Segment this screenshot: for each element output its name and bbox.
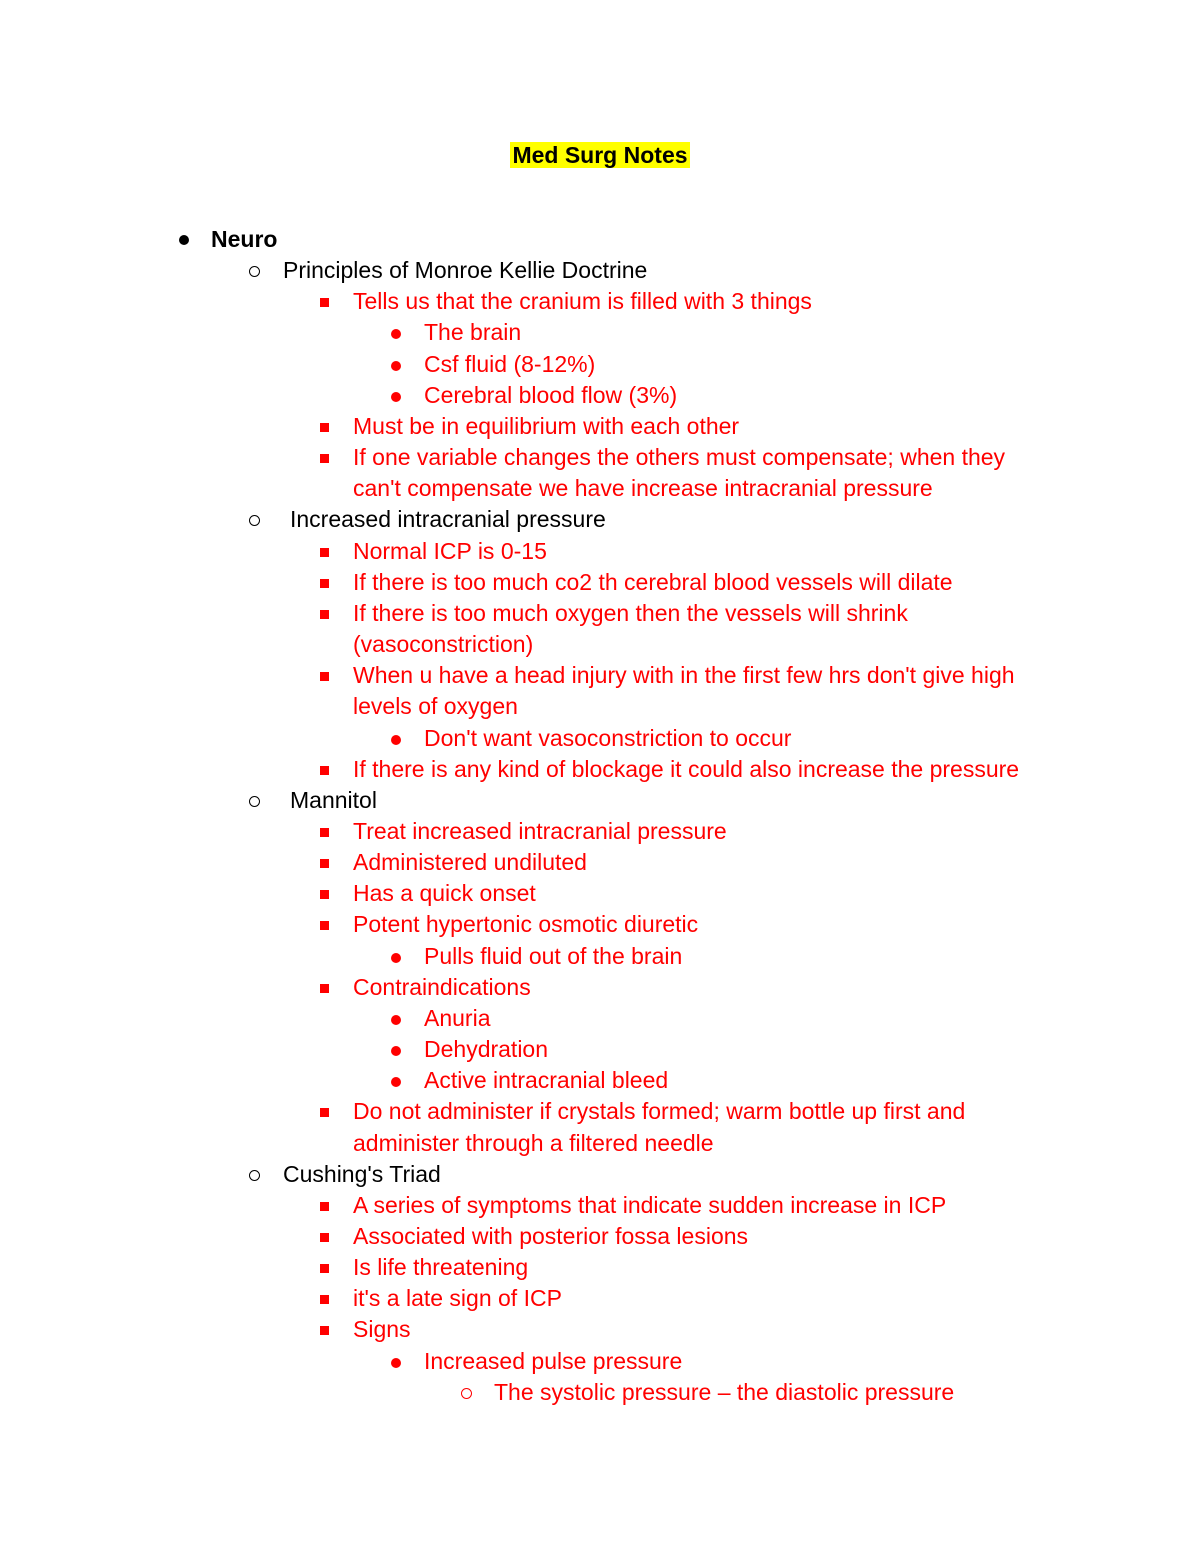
filled-circle-bullet-icon xyxy=(391,361,401,371)
list-item-text: Has a quick onset xyxy=(353,880,536,907)
list-item-text: Is life threatening xyxy=(353,1254,529,1281)
square-bullet-icon xyxy=(320,1202,329,1211)
list-item-continuation xyxy=(0,1128,1200,1159)
list-item xyxy=(0,1221,1200,1252)
list-item-text: Contraindications xyxy=(353,973,531,1000)
list-item-text: Principles of Monroe Kellie Doctrine xyxy=(283,257,648,284)
list-item xyxy=(0,754,1200,785)
square-bullet-icon xyxy=(320,298,329,307)
list-item xyxy=(0,723,1200,754)
hollow-circle-bullet-icon xyxy=(249,796,260,807)
filled-circle-bullet-icon xyxy=(391,392,401,402)
list-item-text: Signs xyxy=(353,1316,411,1343)
list-item xyxy=(0,411,1200,442)
list-item xyxy=(0,847,1200,878)
title-text: Med Surg Notes xyxy=(512,142,688,168)
square-bullet-icon xyxy=(320,423,329,432)
square-bullet-icon xyxy=(320,579,329,588)
list-item-text: Tells us that the cranium is filled with 3 things xyxy=(353,288,812,315)
list-item xyxy=(0,1003,1200,1034)
list-item-text: Cerebral blood flow (3%) xyxy=(424,381,678,408)
list-item-text: The brain xyxy=(424,319,522,346)
list-item-text: Treat increased intracranial pressure xyxy=(353,817,727,844)
list-item-text: Normal ICP is 0-15 xyxy=(353,537,547,564)
list-item xyxy=(0,1283,1200,1314)
list-item xyxy=(0,785,1200,816)
list-item xyxy=(0,1159,1200,1190)
list-item-text: If there is too much co2 th cerebral blood vessels will dilate xyxy=(353,568,953,595)
list-item xyxy=(0,1314,1200,1345)
list-item-text: Must be in equilibrium with each other xyxy=(353,412,740,439)
list-item-text: If there is too much oxygen then the vessels will shrink xyxy=(353,599,908,626)
filled-circle-bullet-icon xyxy=(391,1077,401,1087)
filled-circle-bullet-icon xyxy=(391,329,401,339)
hollow-circle-bullet-icon xyxy=(249,515,260,526)
list-item-text: When u have a head injury with in the first few hrs don't give high xyxy=(353,662,1015,689)
list-item xyxy=(0,286,1200,317)
list-item xyxy=(0,255,1200,286)
square-bullet-icon xyxy=(320,548,329,557)
filled-circle-bullet-icon xyxy=(391,1358,401,1368)
list-item-text: Associated with posterior fossa lesions xyxy=(353,1223,749,1249)
list-item-text: Pulls fluid out of the brain xyxy=(424,942,683,969)
list-item xyxy=(0,442,1200,473)
list-item-text: it's a late sign of ICP xyxy=(353,1285,562,1312)
list-item-text: Increased intracranial pressure xyxy=(290,506,606,533)
list-item-text: Csf fluid (8-12%) xyxy=(424,350,596,377)
square-bullet-icon xyxy=(320,828,329,837)
list-item xyxy=(0,1346,1200,1377)
filled-circle-bullet-icon xyxy=(179,235,189,245)
list-item xyxy=(0,567,1200,598)
list-item-text: Mannitol xyxy=(290,786,377,813)
list-item-text: administer through a filtered needle xyxy=(353,1129,714,1156)
list-item xyxy=(0,816,1200,847)
square-bullet-icon xyxy=(320,610,329,619)
filled-circle-bullet-icon xyxy=(391,1015,401,1025)
list-item xyxy=(0,536,1200,567)
list-item-text: Potent hypertonic osmotic diuretic xyxy=(353,911,699,938)
list-item xyxy=(0,349,1200,380)
list-item-continuation xyxy=(0,629,1200,660)
list-item-text: Cushing's Triad xyxy=(283,1160,441,1187)
list-item xyxy=(0,504,1200,535)
list-item-text: Administered undiluted xyxy=(353,849,587,876)
hollow-circle-bullet-icon xyxy=(249,1170,260,1181)
square-bullet-icon xyxy=(320,672,329,681)
square-bullet-icon xyxy=(320,454,329,463)
list-item xyxy=(0,1190,1200,1221)
list-item xyxy=(0,1065,1200,1096)
square-bullet-icon xyxy=(320,1233,329,1242)
list-item xyxy=(0,972,1200,1003)
square-bullet-icon xyxy=(320,1264,329,1273)
list-item xyxy=(0,1252,1200,1283)
list-item-text: Neuro xyxy=(211,226,278,252)
square-bullet-icon xyxy=(320,921,329,930)
notes-list xyxy=(0,224,1200,1408)
list-item xyxy=(0,1096,1200,1127)
filled-circle-bullet-icon xyxy=(391,953,401,963)
list-item-text: can't compensate we have increase intracranial pressure xyxy=(353,475,933,502)
list-item-text: If one variable changes the others must compensate; when they xyxy=(353,444,1006,471)
list-item xyxy=(0,1034,1200,1065)
list-item-continuation xyxy=(0,473,1200,504)
page-title xyxy=(0,139,1200,171)
filled-circle-bullet-icon xyxy=(391,1046,401,1056)
square-bullet-icon xyxy=(320,1326,329,1335)
list-item xyxy=(0,909,1200,940)
list-item-text: Dehydration xyxy=(424,1036,549,1063)
list-item-text: If there is any kind of blockage it could also increase the pressure xyxy=(353,755,1020,782)
list-item-text: Active intracranial bleed xyxy=(424,1067,669,1094)
list-item-text: The systolic pressure – the diastolic pressure xyxy=(494,1378,955,1405)
list-item-text: (vasoconstriction) xyxy=(353,631,534,658)
list-item xyxy=(0,941,1200,972)
list-item xyxy=(0,224,1200,255)
list-item-text: Do not administer if crystals formed; warm bottle up first and xyxy=(353,1098,966,1125)
square-bullet-icon xyxy=(320,766,329,775)
list-item xyxy=(0,317,1200,348)
square-bullet-icon xyxy=(320,1295,329,1304)
square-bullet-icon xyxy=(320,859,329,868)
square-bullet-icon xyxy=(320,984,329,993)
list-item xyxy=(0,1377,1200,1408)
list-item xyxy=(0,660,1200,691)
list-item-text: levels of oxygen xyxy=(353,693,518,720)
list-item-text: Don't want vasoconstriction to occur xyxy=(424,724,792,751)
list-item xyxy=(0,878,1200,909)
list-item-text: A series of symptoms that indicate sudden increase in ICP xyxy=(353,1191,947,1218)
hollow-circle-bullet-icon xyxy=(249,266,260,277)
hollow-circle-bullet-icon xyxy=(461,1388,472,1399)
list-item xyxy=(0,380,1200,411)
square-bullet-icon xyxy=(320,1108,329,1117)
square-bullet-icon xyxy=(320,890,329,899)
list-item xyxy=(0,598,1200,629)
filled-circle-bullet-icon xyxy=(391,735,401,745)
list-item-text: Anuria xyxy=(424,1004,491,1031)
list-item-text: Increased pulse pressure xyxy=(424,1347,683,1374)
list-item-continuation xyxy=(0,691,1200,722)
